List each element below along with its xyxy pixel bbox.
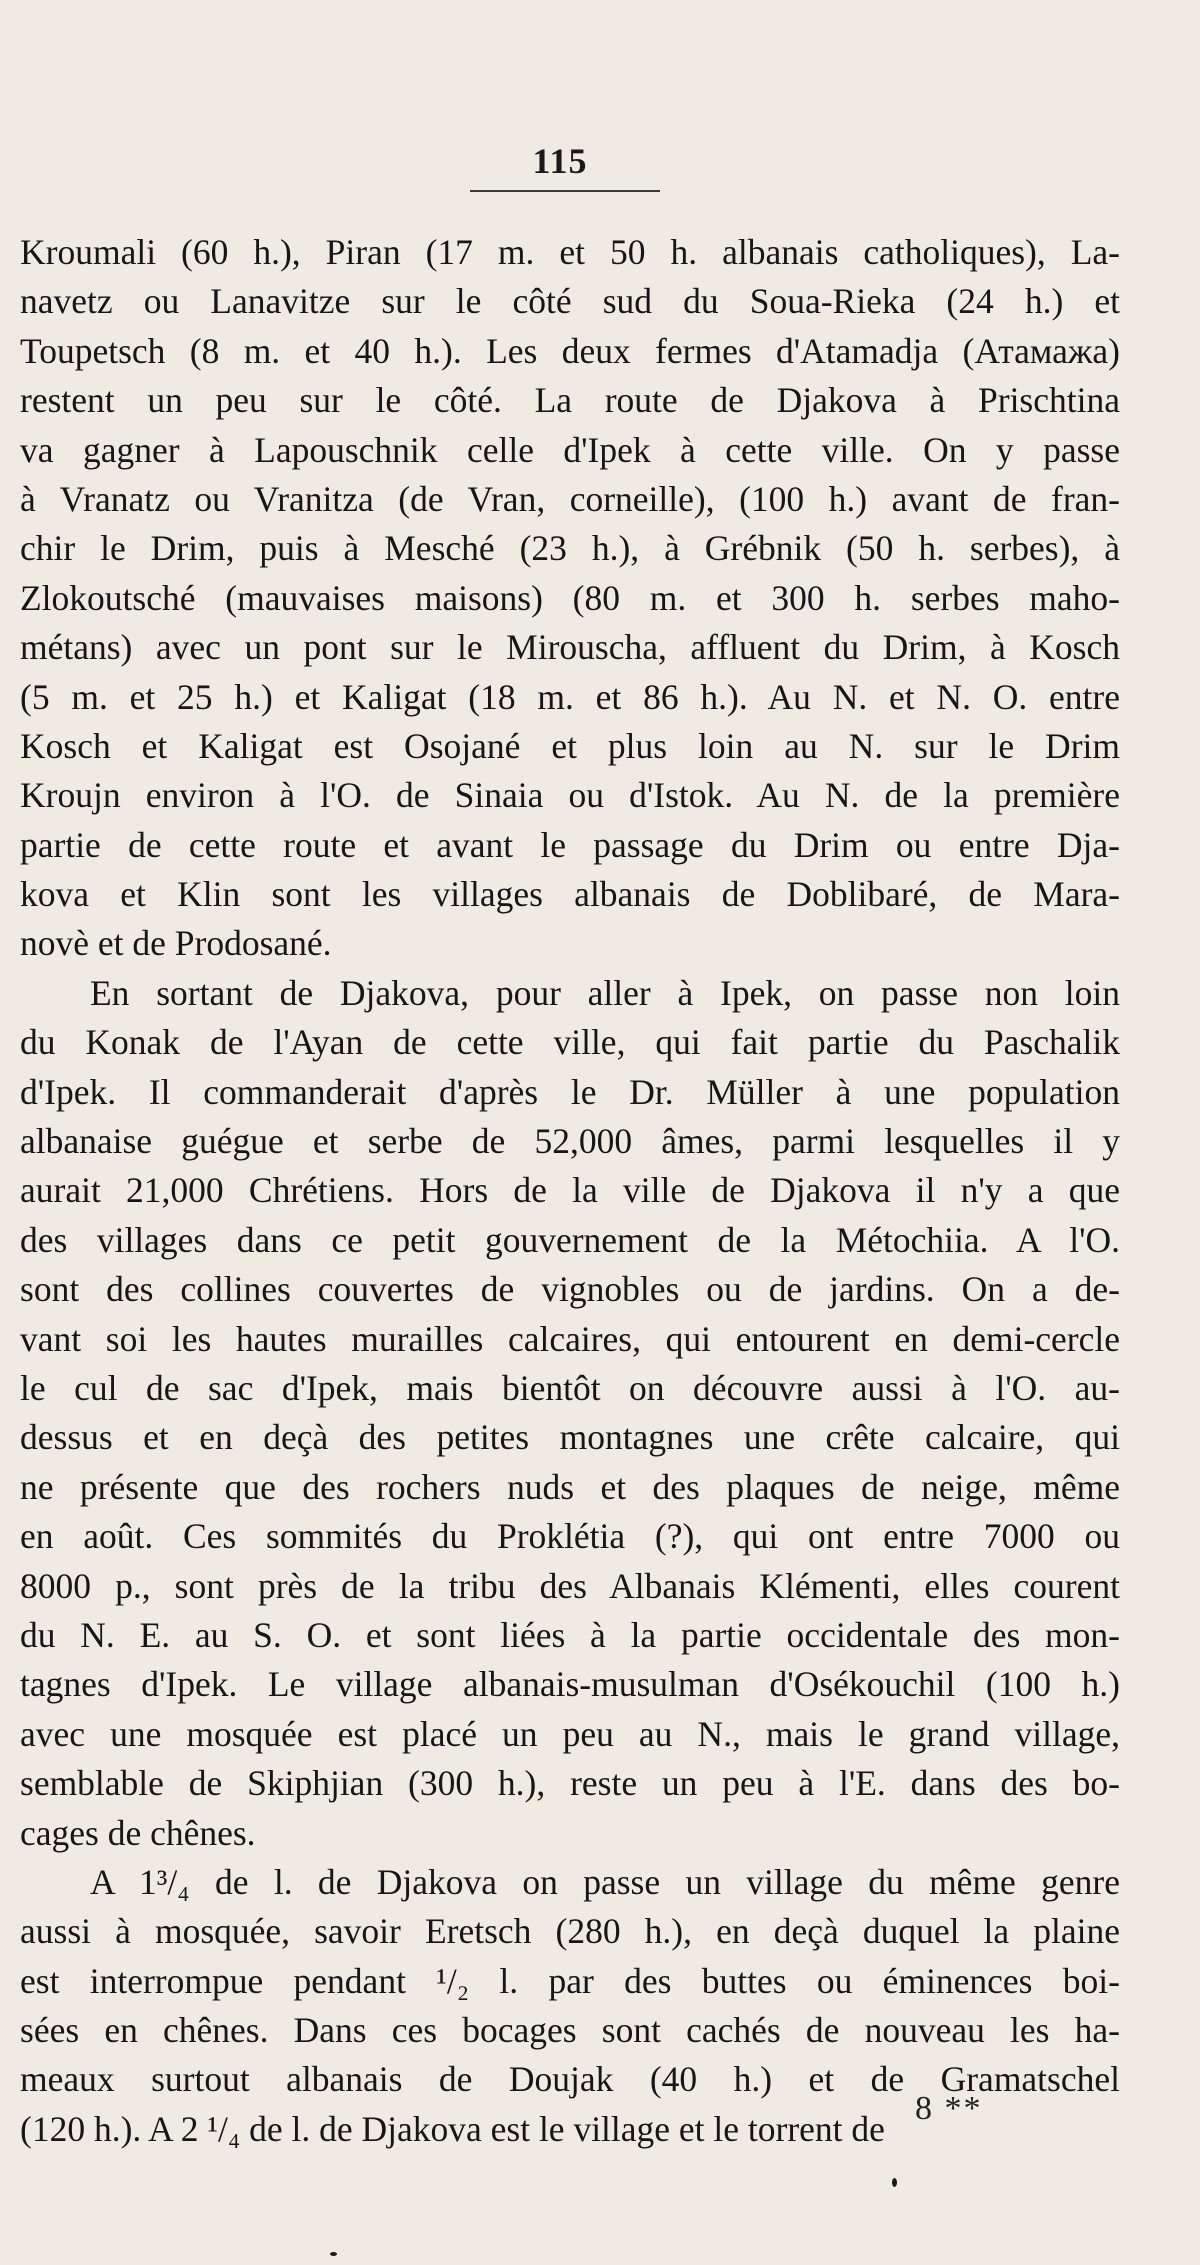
text-line: En sortant de Djakova, pour aller à Ipek, on passe non loin — [90, 972, 1120, 1013]
text-line: kova et Klin sont les villages albanais de Doblibaré, de Mara- — [20, 874, 1120, 915]
print-speck — [892, 2178, 897, 2187]
text-line: le cul de sac d'Ipek, mais bientôt on découvre aussi à l'O. au- — [20, 1367, 1120, 1408]
text-line: cages de chênes. — [20, 1812, 256, 1853]
text-line: métans) avec un pont sur le Mirouscha, affluent du Drim, à Kosch — [20, 627, 1120, 668]
text-line: des villages dans ce petit gouvernement de la Métochiia. A l'O. — [20, 1219, 1120, 1260]
text-line: d'Ipek. Il commanderait d'après le Dr. Müller à une population — [20, 1071, 1120, 1112]
text-line: novè et de Prodosané. — [20, 923, 332, 964]
text-line: Kroumali (60 h.), Piran (17 m. et 50 h. albanais catholiques), La- — [20, 232, 1120, 272]
text-line: Kroujn environ à l'O. de Sinaia ou d'Istok. Au N. de la première — [20, 775, 1120, 816]
text-line: Kosch et Kaligat est Osojané et plus loin au N. sur le Drim — [20, 725, 1120, 766]
text-line: meaux surtout albanais de Doujak (40 h.) et de Gramatschel — [20, 2059, 1120, 2100]
text-line: est interrompue pendant ¹/₂ l. par des buttes ou éminences boi- — [20, 1960, 1120, 2001]
page-number: 115 — [532, 141, 588, 181]
text-line: Zlokoutsché (mauvaises maisons) (80 m. et 300 h. serbes maho- — [20, 577, 1120, 618]
text-line: dessus et en deçà des petites montagnes une crête calcaire, qui — [20, 1417, 1120, 1458]
text-line: A 1³/₄ de l. de Djakova on passe un village du même genre — [90, 1861, 1120, 1902]
text-line: ne présente que des rochers nuds et des plaques de neige, même — [20, 1466, 1120, 1507]
text-line: du N. E. au S. O. et sont liées à la partie occidentale des mon- — [20, 1614, 1120, 1655]
text-line: vant soi les hautes murailles calcaires, qui entourent en demi-cercle — [20, 1318, 1120, 1359]
text-line: avec une mosquée est placé un peu au N., mais le grand village, — [20, 1713, 1120, 1754]
text-line: tagnes d'Ipek. Le village albanais-musulman d'Osékouchil (100 h.) — [20, 1664, 1120, 1705]
text-line: semblable de Skiphjian (300 h.), reste un peu à l'E. dans des bo- — [20, 1763, 1120, 1804]
text-line: (5 m. et 25 h.) et Kaligat (18 m. et 86 h.). Au N. et N. O. entre — [20, 676, 1120, 717]
text-line: aussi à mosquée, savoir Eretsch (280 h.), en deçà duquel la plaine — [20, 1911, 1120, 1952]
text-line: (120 h.). A 2 ¹/₄ de l. de Djakova est le village et le torrent de — [20, 2108, 885, 2149]
text-line: sont des collines couvertes de vignobles ou de jardins. On a de- — [20, 1269, 1120, 1310]
print-speck — [330, 2252, 337, 2256]
text-line: chir le Drim, puis à Mesché (23 h.), à Grébnik (50 h. serbes), à — [20, 528, 1120, 569]
text-line: 8000 p., sont près de la tribu des Albanais Klémenti, elles courent — [20, 1565, 1120, 1606]
signature-mark: 8 ** — [915, 2090, 983, 2127]
text-line: à Vranatz ou Vranitza (de Vran, corneille), (100 h.) avant de fran- — [20, 478, 1120, 519]
text-line: sées en chênes. Dans ces bocages sont cachés de nouveau les ha- — [20, 2010, 1120, 2051]
text-line: Toupetsch (8 m. et 40 h.). Les deux fermes d'Atamadja (Атамажа) — [20, 330, 1120, 371]
text-line: aurait 21,000 Chrétiens. Hors de la ville de Djakova il n'y a que — [20, 1170, 1120, 1211]
text-line: va gagner à Lapouschnik celle d'Ipek à cette ville. On y passe — [20, 429, 1120, 470]
header-rule — [470, 190, 660, 192]
text-line: partie de cette route et avant le passage du Drim ou entre Dja- — [20, 824, 1120, 865]
body-text — [20, 228, 1120, 2154]
text-line: restent un peu sur le côté. La route de Djakova à Prischtina — [20, 380, 1120, 421]
text-line: navetz ou Lanavitze sur le côté sud du Soua-Rieka (24 h.) et — [20, 281, 1120, 322]
text-line: en août. Ces sommités du Proklétia (?), qui ont entre 7000 ou — [20, 1516, 1120, 1557]
text-line: albanaise guégue et serbe de 52,000 âmes, parmi lesquelles il y — [20, 1121, 1120, 1162]
text-line: du Konak de l'Ayan de cette ville, qui fait partie du Paschalik — [20, 1022, 1120, 1063]
